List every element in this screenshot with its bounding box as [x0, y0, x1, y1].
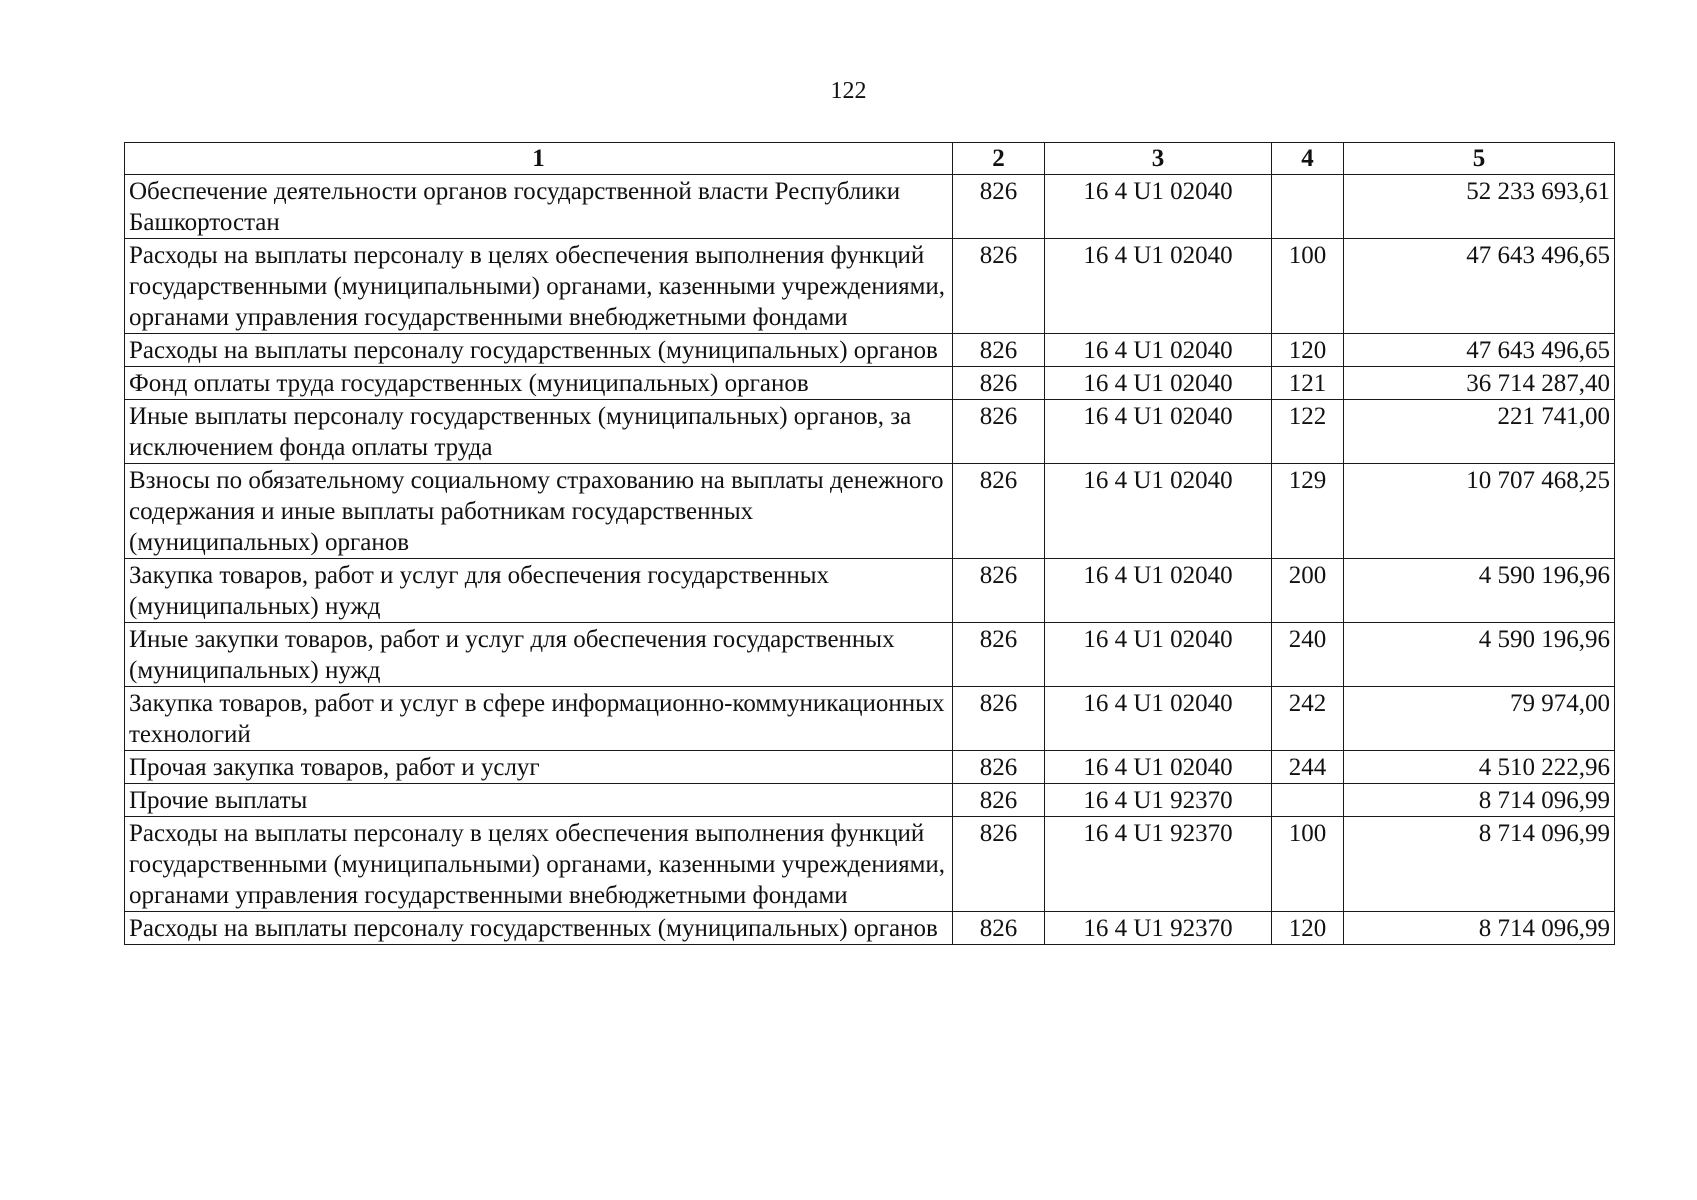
cell-expense-name: Взносы по обязательному социальному страхованию на выплаты денежного содержания и иные выплаты работникам государственных (муниципальных) органов: [125, 464, 953, 559]
cell-expense-name: Закупка товаров, работ и услуг в сфере информационно-коммуникационных технологий: [125, 687, 953, 751]
cell-grbs-code: 826: [953, 464, 1045, 559]
cell-amount: 8 714 096,99: [1344, 817, 1615, 912]
cell-target-article: 16 4 U1 02040: [1045, 464, 1272, 559]
table-row: [125, 912, 1615, 945]
cell-target-article: 16 4 U1 92370: [1045, 784, 1272, 817]
cell-expense-name: Иные закупки товаров, работ и услуг для обеспечения государственных (муниципальных) нужд: [125, 623, 953, 687]
cell-expense-name: Иные выплаты персоналу государственных (муниципальных) органов, за исключением фонда оплаты труда: [125, 400, 953, 464]
cell-grbs-code: 826: [953, 817, 1045, 912]
cell-expense-type: 129: [1272, 464, 1344, 559]
table-row: [125, 334, 1615, 367]
cell-expense-type: 120: [1272, 334, 1344, 367]
cell-amount: 4 590 196,96: [1344, 559, 1615, 623]
cell-expense-name: Расходы на выплаты персоналу в целях обеспечения выполнения функций государственными (муниципальными) органами, казенными учреждениями, органами управления государственными внебюджетными фондами: [125, 817, 953, 912]
table-row: [125, 559, 1615, 623]
header-col-5: 5: [1344, 143, 1615, 175]
cell-amount: 79 974,00: [1344, 687, 1615, 751]
cell-amount: 4 510 222,96: [1344, 751, 1615, 784]
cell-grbs-code: 826: [953, 239, 1045, 334]
cell-amount: 221 741,00: [1344, 400, 1615, 464]
table-row: [125, 400, 1615, 464]
cell-target-article: 16 4 U1 02040: [1045, 751, 1272, 784]
cell-amount: 47 643 496,65: [1344, 239, 1615, 334]
table-header: [125, 143, 1615, 175]
table-row: [125, 817, 1615, 912]
cell-target-article: 16 4 U1 02040: [1045, 239, 1272, 334]
cell-expense-type: 120: [1272, 912, 1344, 945]
cell-expense-type: [1272, 784, 1344, 817]
cell-grbs-code: 826: [953, 400, 1045, 464]
table-row: [125, 784, 1615, 817]
table-row: [125, 367, 1615, 400]
cell-expense-type: 100: [1272, 817, 1344, 912]
cell-grbs-code: 826: [953, 687, 1045, 751]
header-col-1: 1: [125, 143, 953, 175]
table-row: [125, 464, 1615, 559]
cell-target-article: 16 4 U1 02040: [1045, 623, 1272, 687]
cell-amount: 4 590 196,96: [1344, 623, 1615, 687]
cell-expense-type: [1272, 175, 1344, 239]
cell-amount: 8 714 096,99: [1344, 912, 1615, 945]
cell-grbs-code: 826: [953, 175, 1045, 239]
table-body: [125, 175, 1615, 945]
cell-target-article: 16 4 U1 92370: [1045, 912, 1272, 945]
cell-grbs-code: 826: [953, 367, 1045, 400]
header-row: [125, 143, 1615, 175]
header-col-2: 2: [953, 143, 1045, 175]
cell-expense-name: Расходы на выплаты персоналу в целях обеспечения выполнения функций государственными (муниципальными) органами, казенными учреждениями, органами управления государственными внебюджетными фондами: [125, 239, 953, 334]
cell-amount: 10 707 468,25: [1344, 464, 1615, 559]
cell-expense-type: 200: [1272, 559, 1344, 623]
cell-grbs-code: 826: [953, 559, 1045, 623]
cell-expense-type: 121: [1272, 367, 1344, 400]
cell-target-article: 16 4 U1 02040: [1045, 367, 1272, 400]
cell-target-article: 16 4 U1 02040: [1045, 400, 1272, 464]
cell-amount: 8 714 096,99: [1344, 784, 1615, 817]
cell-target-article: 16 4 U1 02040: [1045, 175, 1272, 239]
cell-grbs-code: 826: [953, 912, 1045, 945]
cell-expense-type: 244: [1272, 751, 1344, 784]
cell-expense-name: Обеспечение деятельности органов государственной власти Республики Башкортостан: [125, 175, 953, 239]
table-row: [125, 239, 1615, 334]
cell-target-article: 16 4 U1 02040: [1045, 687, 1272, 751]
table-row: [125, 751, 1615, 784]
cell-target-article: 16 4 U1 02040: [1045, 334, 1272, 367]
cell-expense-type: 240: [1272, 623, 1344, 687]
cell-target-article: 16 4 U1 92370: [1045, 817, 1272, 912]
cell-expense-name: Расходы на выплаты персоналу государственных (муниципальных) органов: [125, 334, 953, 367]
cell-expense-type: 122: [1272, 400, 1344, 464]
cell-grbs-code: 826: [953, 334, 1045, 367]
table-row: [125, 687, 1615, 751]
cell-amount: 36 714 287,40: [1344, 367, 1615, 400]
cell-expense-name: Закупка товаров, работ и услуг для обеспечения государственных (муниципальных) нужд: [125, 559, 953, 623]
cell-grbs-code: 826: [953, 623, 1045, 687]
cell-amount: 47 643 496,65: [1344, 334, 1615, 367]
cell-grbs-code: 826: [953, 784, 1045, 817]
page-number: 122: [830, 78, 867, 104]
header-col-3: 3: [1045, 143, 1272, 175]
cell-expense-name: Фонд оплаты труда государственных (муниципальных) органов: [125, 367, 953, 400]
cell-expense-type: 242: [1272, 687, 1344, 751]
cell-expense-name: Прочие выплаты: [125, 784, 953, 817]
budget-table: [124, 142, 1615, 945]
cell-target-article: 16 4 U1 02040: [1045, 559, 1272, 623]
header-col-4: 4: [1272, 143, 1344, 175]
cell-grbs-code: 826: [953, 751, 1045, 784]
table-row: [125, 623, 1615, 687]
cell-expense-type: 100: [1272, 239, 1344, 334]
cell-amount: 52 233 693,61: [1344, 175, 1615, 239]
table-row: [125, 175, 1615, 239]
cell-expense-name: Прочая закупка товаров, работ и услуг: [125, 751, 953, 784]
cell-expense-name: Расходы на выплаты персоналу государственных (муниципальных) органов: [125, 912, 953, 945]
